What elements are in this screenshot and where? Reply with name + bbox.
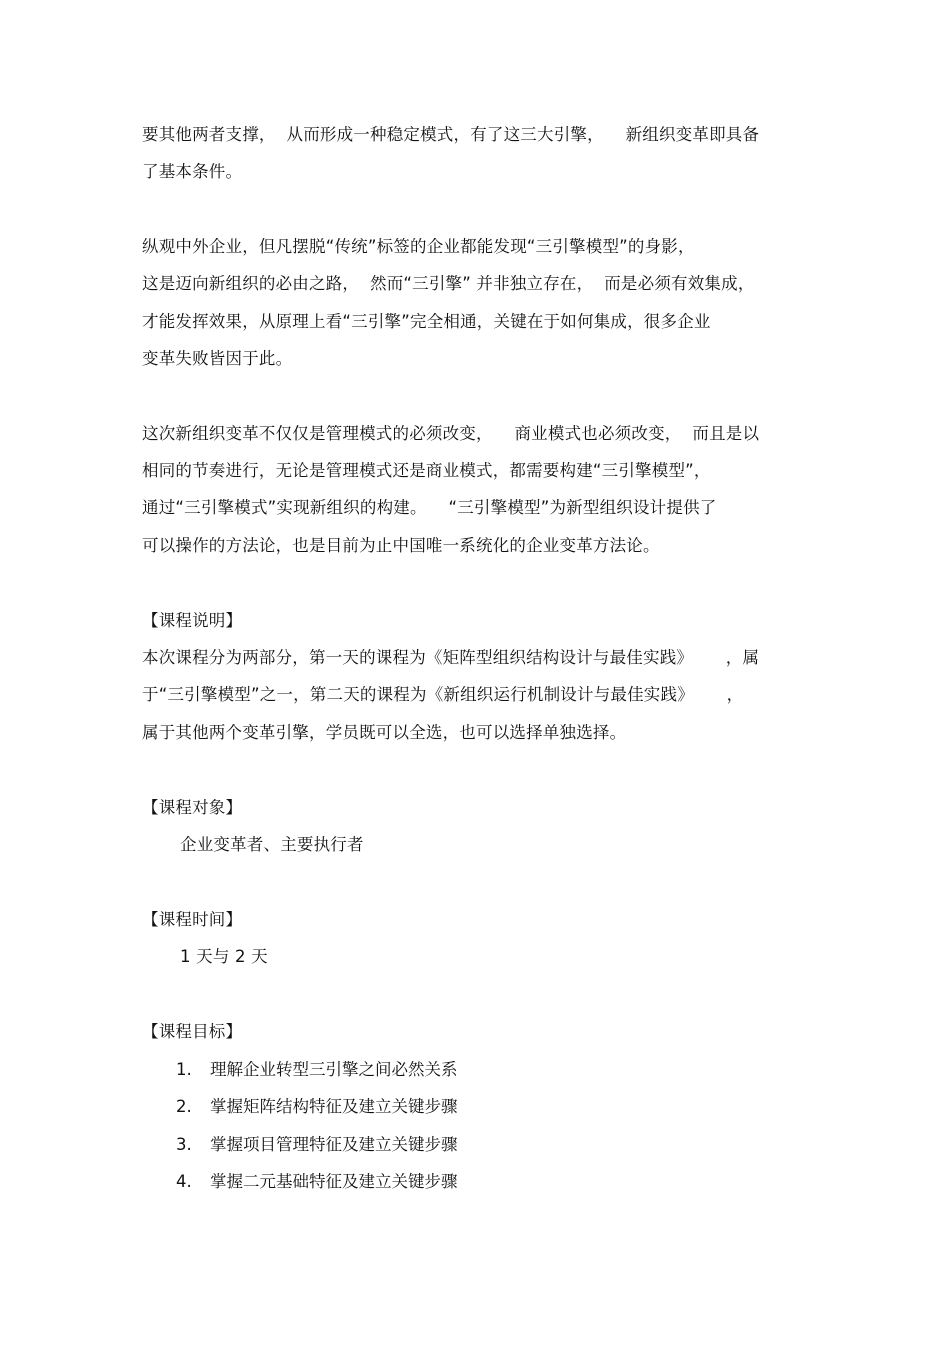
paragraph-line: 变革失败皆因于此。: [142, 349, 293, 368]
paragraph-line: 本次课程分为两部分，第一天的课程为《矩阵型组织结构设计与最佳实践》 ，属: [142, 648, 760, 667]
section-heading-course-audience: 【课程对象】: [142, 798, 243, 817]
list-item: 理解企业转型三引擎之间必然关系: [210, 1060, 458, 1079]
list-item-number: 4.: [176, 1172, 192, 1191]
paragraph-line: 要其他两者支撑， 从而形成一种稳定模式，有了这三大引擎， 新组织变革即具备: [142, 125, 760, 144]
list-item: 掌握项目管理特征及建立关键步骤: [210, 1135, 458, 1154]
list-item: 掌握二元基础特征及建立关键步骤: [210, 1172, 458, 1191]
course-audience-text: 企业变革者、主要执行者: [180, 835, 364, 854]
list-item-number: 2.: [176, 1097, 192, 1116]
section-heading-course-description: 【课程说明】: [142, 611, 243, 630]
list-item-number: 3.: [176, 1135, 192, 1154]
list-item-number: 1.: [176, 1060, 192, 1079]
paragraph-line: 纵观中外企业，但凡摆脱“传统”标签的企业都能发现“三引擎模型”的身影，: [142, 237, 695, 256]
section-heading-course-duration: 【课程时间】: [142, 910, 243, 929]
paragraph-line: 属于其他两个变革引擎，学员既可以全选，也可以选择单独选择。: [142, 723, 627, 742]
section-heading-course-goals: 【课程目标】: [142, 1022, 243, 1041]
course-duration-text: 1 天与 2 天: [180, 947, 268, 966]
paragraph-line: 相同的节奏进行，无论是管理模式还是商业模式，都需要构建“三引擎模型”，: [142, 461, 711, 480]
paragraph-line: 于“三引擎模型”之一，第二天的课程为《新组织运行机制设计与最佳实践》 ，: [142, 685, 744, 704]
paragraph-line: 这次新组织变革不仅仅是管理模式的必须改变， 商业模式也必须改变， 而且是以: [142, 424, 760, 443]
paragraph-line: 这是迈向新组织的必由之路， 然而“三引擎” 并非独立存在， 而是必须有效集成，: [142, 274, 755, 293]
paragraph-line: 通过“三引擎模式”实现新组织的构建。 “三引擎模型”为新型组织设计提供了: [142, 498, 717, 517]
paragraph-line: 了基本条件。: [142, 162, 243, 181]
list-item: 掌握矩阵结构特征及建立关键步骤: [210, 1097, 458, 1116]
paragraph-line: 才能发挥效果，从原理上看“三引擎”完全相通，关键在于如何集成，很多企业: [142, 312, 711, 331]
paragraph-line: 可以操作的方法论，也是目前为止中国唯一系统化的企业变革方法论。: [142, 536, 660, 555]
